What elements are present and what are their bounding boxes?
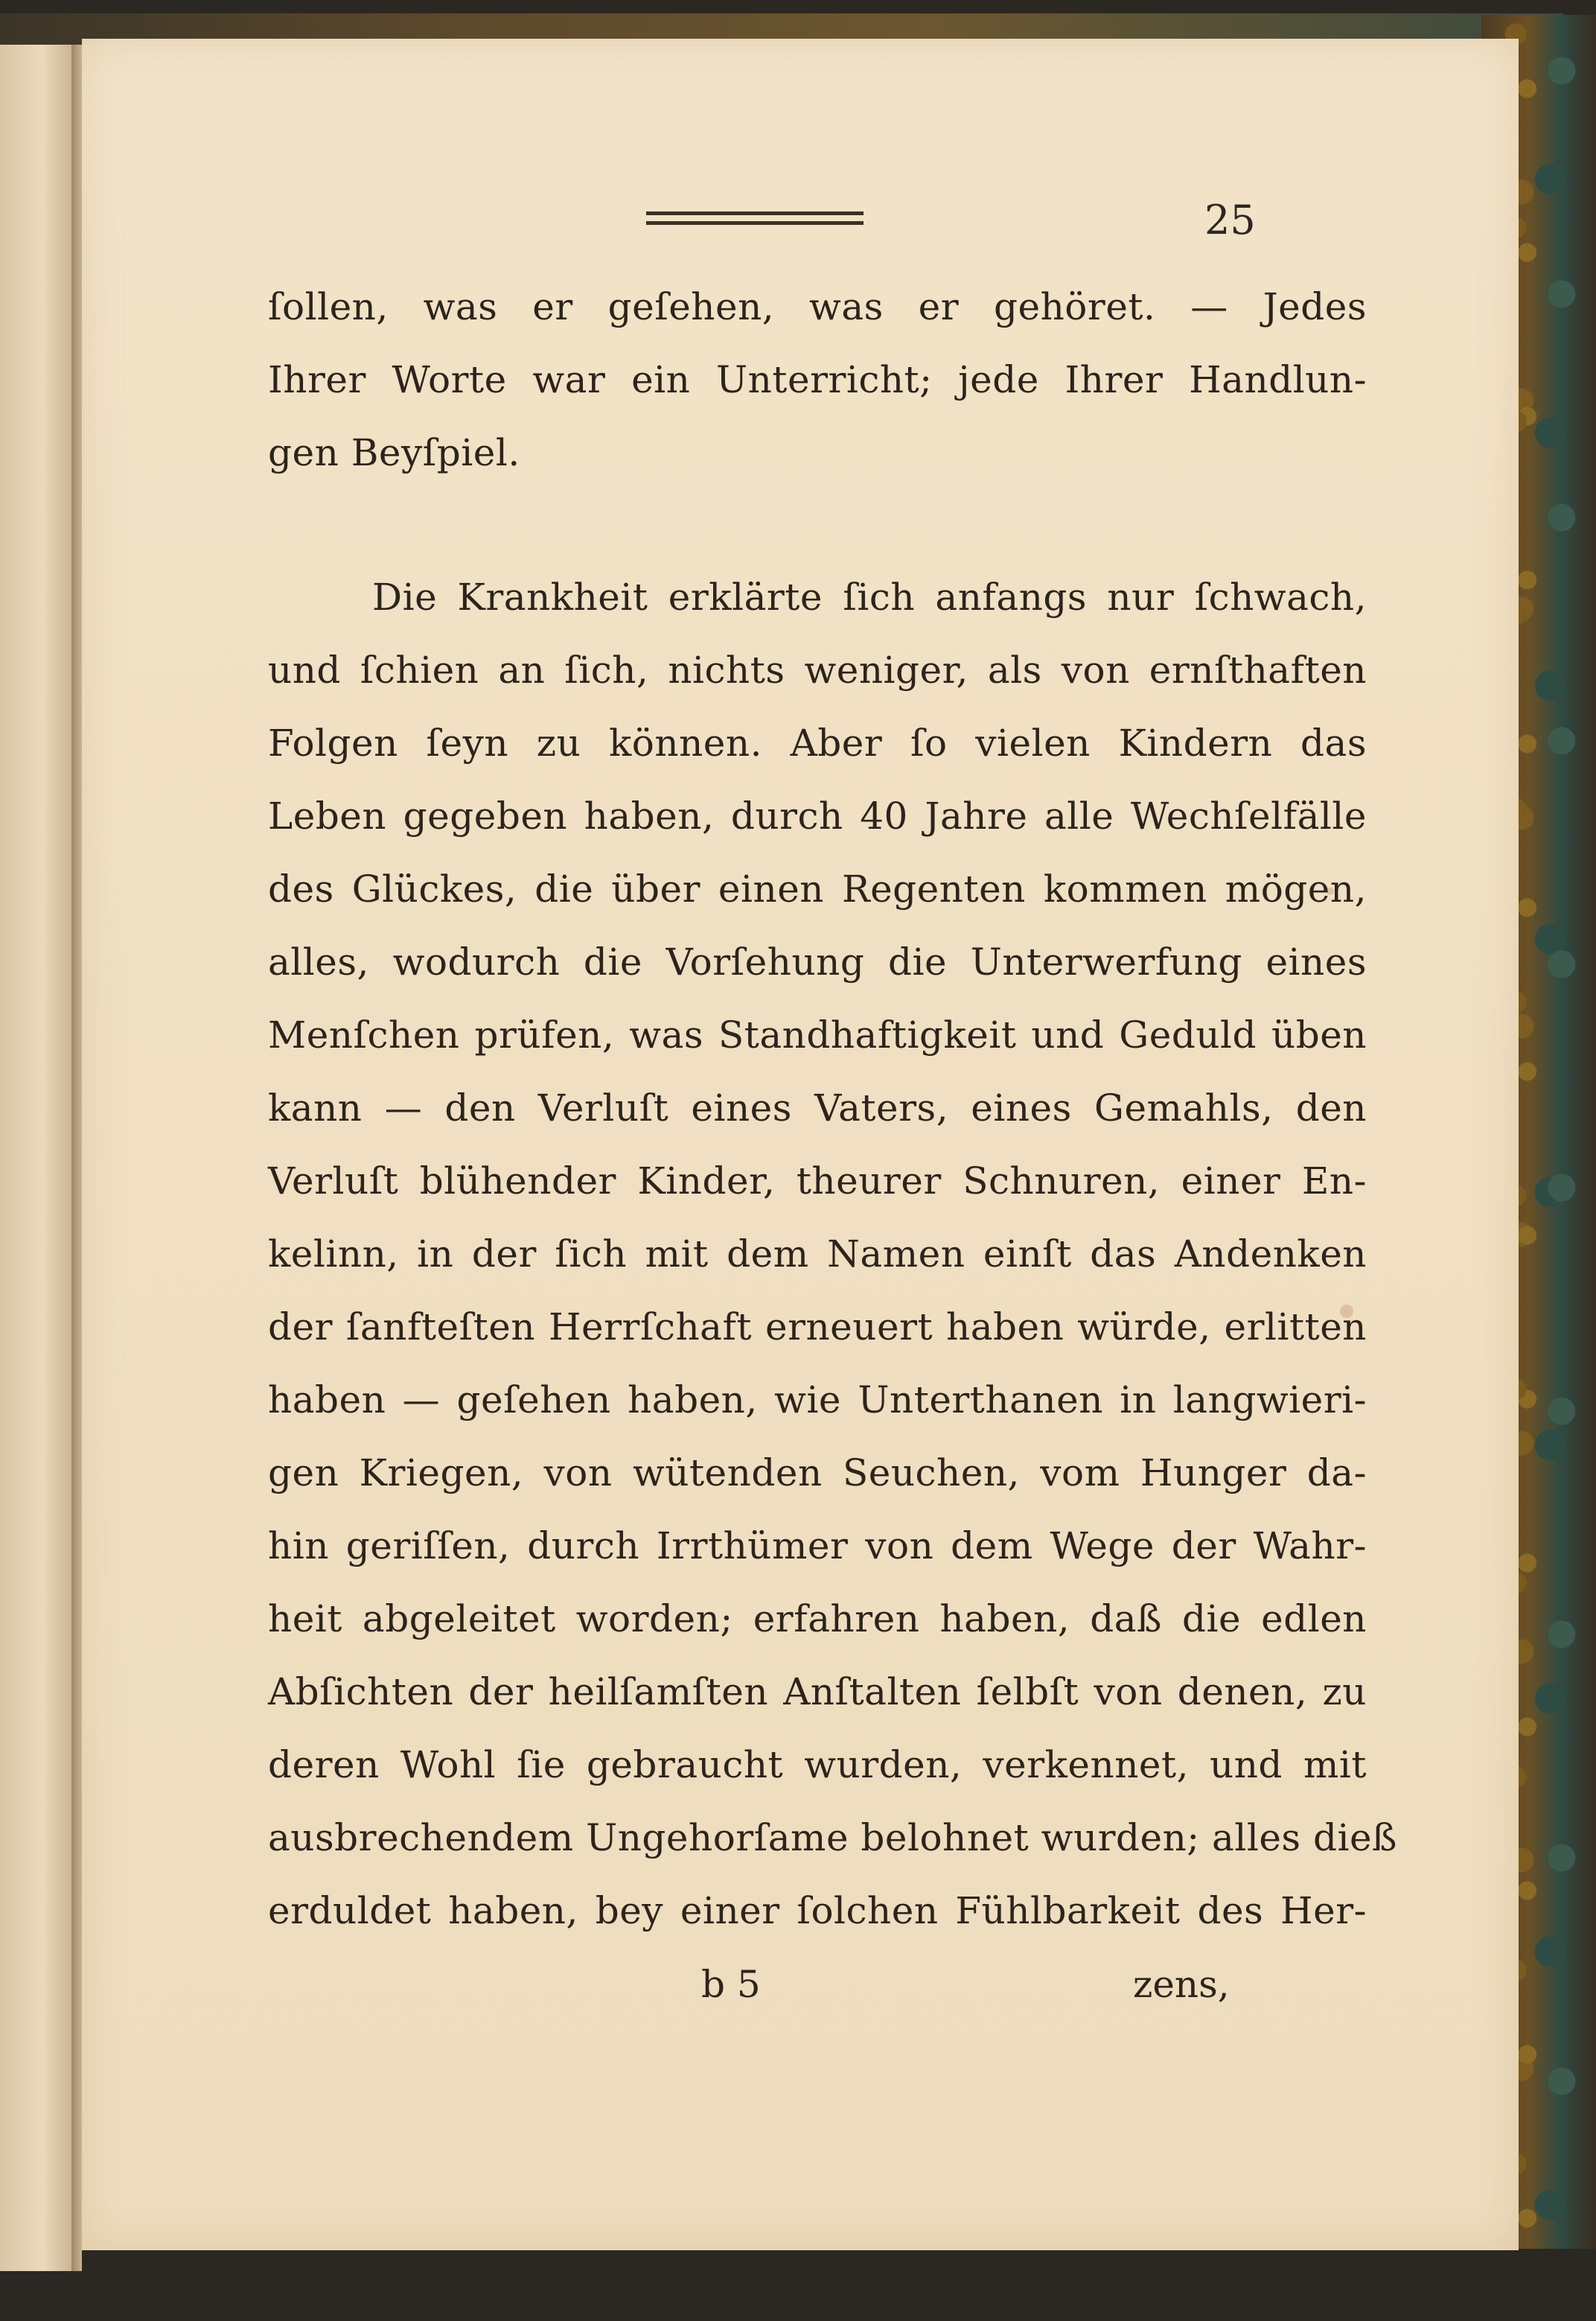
text-line: Die Krankheit erklärte ſich anfangs nur ſchwach, (372, 576, 1367, 619)
text-line: kann — den Verluſt eines Vaters, eines Gemahls, den (268, 1086, 1367, 1130)
text-line: des Glückes, die über einen Regenten kommen mögen, (268, 867, 1367, 911)
text-line: hin geriſſen, durch Irrthümer von dem Wege der Wahr- (268, 1524, 1367, 1567)
paper-stain (1340, 1305, 1353, 1318)
signature-mark: b 5 (701, 1963, 761, 2006)
left-page-edge (0, 45, 71, 2271)
text-line: gen Beyſpiel. (268, 431, 520, 474)
text-line: Leben gegeben haben, durch 40 Jahre alle Wechſelfälle (268, 795, 1367, 838)
text-line: Folgen ſeyn zu können. Aber ſo vielen Kindern das (268, 722, 1367, 765)
text-line: haben — geſehen haben, wie Unterthanen in langwieri- (268, 1378, 1367, 1421)
page-number: 25 (1204, 197, 1256, 243)
book-page (82, 39, 1519, 2250)
text-line: erduldet haben, bey einer ſolchen Fühlbarkeit des Her- (268, 1889, 1367, 1932)
text-line: Verluſt blühender Kinder, theurer Schnuren, einer En- (268, 1159, 1367, 1203)
text-line: heit abgeleitet worden; erfahren haben, daß die edlen (268, 1597, 1367, 1640)
text-line: ausbrechendem Ungehorſame belohnet wurden; alles dieß (268, 1816, 1397, 1859)
text-line: deren Wohl ſie gebraucht wurden, verkennet, und mit (268, 1743, 1367, 1786)
text-line: alles, wodurch die Vorſehung die Unterwerfung eines (268, 940, 1367, 984)
text-line: Menſchen prüfen, was Standhaftigkeit und Geduld üben (268, 1013, 1367, 1057)
text-line: Ihrer Worte war ein Unterricht; jede Ihrer Handlun- (268, 358, 1367, 401)
text-line: und ſchien an ſich, nichts weniger, als von ernſthaften (268, 649, 1367, 692)
catchword: zens, (1133, 1963, 1230, 2006)
text-line: ſollen, was er geſehen, was er gehöret. — Jedes (268, 285, 1367, 328)
text-line: kelinn, in der ſich mit dem Namen einſt das Andenken (268, 1232, 1367, 1276)
book-gutter (71, 45, 82, 2271)
text-line: der ſanfteſten Herrſchaft erneuert haben würde, erlitten (268, 1305, 1367, 1349)
paper-stain (1327, 888, 1334, 895)
text-line: gen Kriegen, von wütenden Seuchen, vom Hunger da- (268, 1451, 1367, 1494)
text-line: Abſichten der heilſamſten Anſtalten ſelbſt von denen, zu (268, 1670, 1367, 1713)
header-rule (646, 211, 864, 225)
